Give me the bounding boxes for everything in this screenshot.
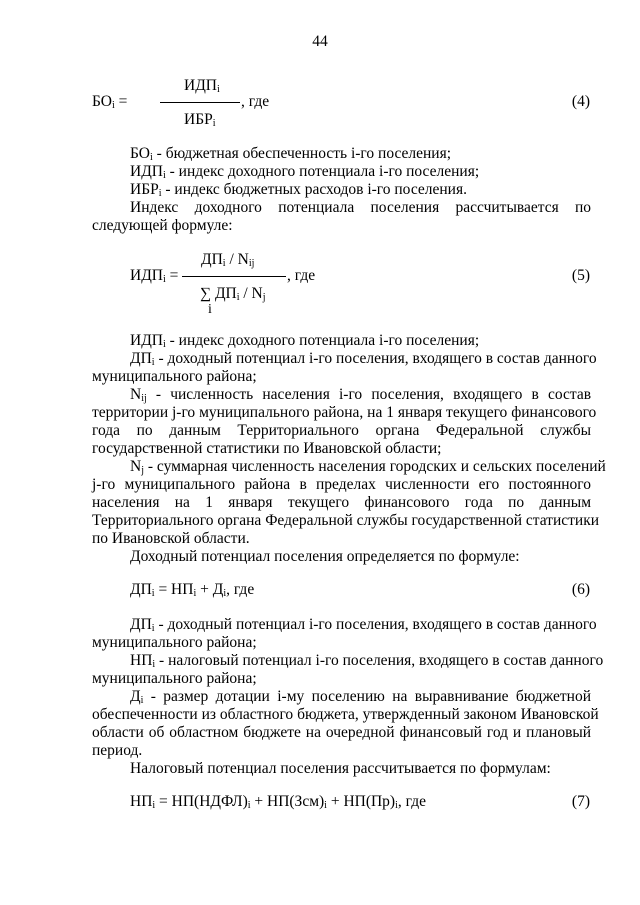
page-number: 44	[312, 33, 328, 50]
definition-np-line1: $НП_i$ - налоговый потенциал i-го поселения, входящего в состав данного	[130, 652, 604, 670]
definition-bo: $БО_i$ - бюджетная обеспеченность i-го поселения;	[130, 145, 452, 163]
formula-5-number: (5)	[571, 267, 590, 284]
formula-4-lhs: $БО_i$ =	[92, 93, 128, 111]
definition-np-line2: муниципального района;	[92, 670, 257, 687]
intro-7: Налоговый потенциал поселения рассчитывается по формулам:	[130, 760, 551, 777]
formula-7-expression: $НП_i$ = $НП(НДФЛ)_i + НП(Зсм)_i + НП(Пр)_i$, где	[130, 793, 426, 811]
definition-d-line2: обеспеченности из областного бюджета, утвержденный законом Ивановской	[92, 706, 599, 723]
summation-symbol: ∑	[200, 285, 212, 302]
definition-idp: $ИДП_i$ - индекс доходного потенциала i-го поселения;	[130, 163, 480, 181]
definition-nj-line3: населения на 1 января текущего финансового года по данным	[92, 494, 592, 511]
formula-5-denominator: ∑ $ДП_i / N_j$	[200, 285, 266, 303]
definition-nj-line2: j-го муниципального района в пределах численности его постоянного	[92, 476, 592, 493]
definition-nj-line5: по Ивановской области.	[92, 530, 250, 547]
intro-6: Доходный потенциал поселения определяется по формуле:	[130, 548, 520, 565]
definition-d-line3: области об областном бюджете на очередной финансовый год и плановый	[92, 724, 592, 741]
definition-idp-2: $ИДП_i$ - индекс доходного потенциала i-го поселения;	[130, 332, 480, 350]
formula-5-summation-index: i	[208, 302, 212, 317]
definition-nj-line4: Территориального органа Федеральной службы государственной статистики	[92, 512, 600, 529]
formula-4-numerator: $ИДП_i$	[184, 77, 220, 95]
formula-4-denominator: $ИБР_i$	[184, 111, 216, 129]
formula-5-numerator: $ДП_i / N_{ij}$	[201, 251, 255, 269]
definition-d-line1: $Д_i$ - размер дотации i-му поселению на выравнивание бюджетной	[130, 688, 591, 706]
definition-nij-line2: территории j-го муниципального района, на 1 января текущего финансового	[92, 404, 597, 421]
formula-4-fraction-bar	[160, 102, 240, 103]
formula-7-number: (7)	[571, 793, 590, 810]
definition-d-line4: период.	[92, 742, 143, 759]
definition-nij-line3: года по данным Территориального органа Федеральной службы	[92, 422, 592, 439]
definition-dp-line2: муниципального района;	[92, 368, 257, 385]
intro-5-line2: следующей формуле:	[92, 217, 233, 234]
definition-nj-line1: $N_j$ - суммарная численность населения городских и сельских поселений	[130, 458, 606, 476]
formula-5-lhs: $ИДП_i$ =	[130, 267, 179, 285]
definition-dp-line1: $ДП_i$ - доходный потенциал i-го поселения, входящего в состав данного	[130, 350, 597, 368]
intro-5-line1: Индекс доходного потенциала поселения рассчитывается по	[130, 199, 592, 216]
formula-5-suffix: , где	[287, 267, 316, 284]
definition-nij-line4: государственной статистики по Ивановской области;	[92, 440, 442, 457]
formula-6-expression: $ДП_i = НП_i + Д_i$, где	[130, 581, 255, 599]
formula-5-fraction-bar	[182, 276, 286, 277]
definition-dp2-line1: $ДП_i$ - доходный потенциал i-го поселения, входящего в состав данного	[130, 616, 597, 634]
definition-ibr: $ИБР_i$ - индекс бюджетных расходов i-го поселения.	[130, 181, 467, 199]
definition-dp2-line2: муниципального района;	[92, 634, 257, 651]
formula-4-number: (4)	[571, 93, 590, 110]
definition-nij-line1: $N_{ij}$ - численность населения i-го поселения, входящего в состав	[130, 386, 592, 404]
formula-6-number: (6)	[571, 581, 590, 598]
formula-4-suffix: , где	[241, 93, 270, 110]
